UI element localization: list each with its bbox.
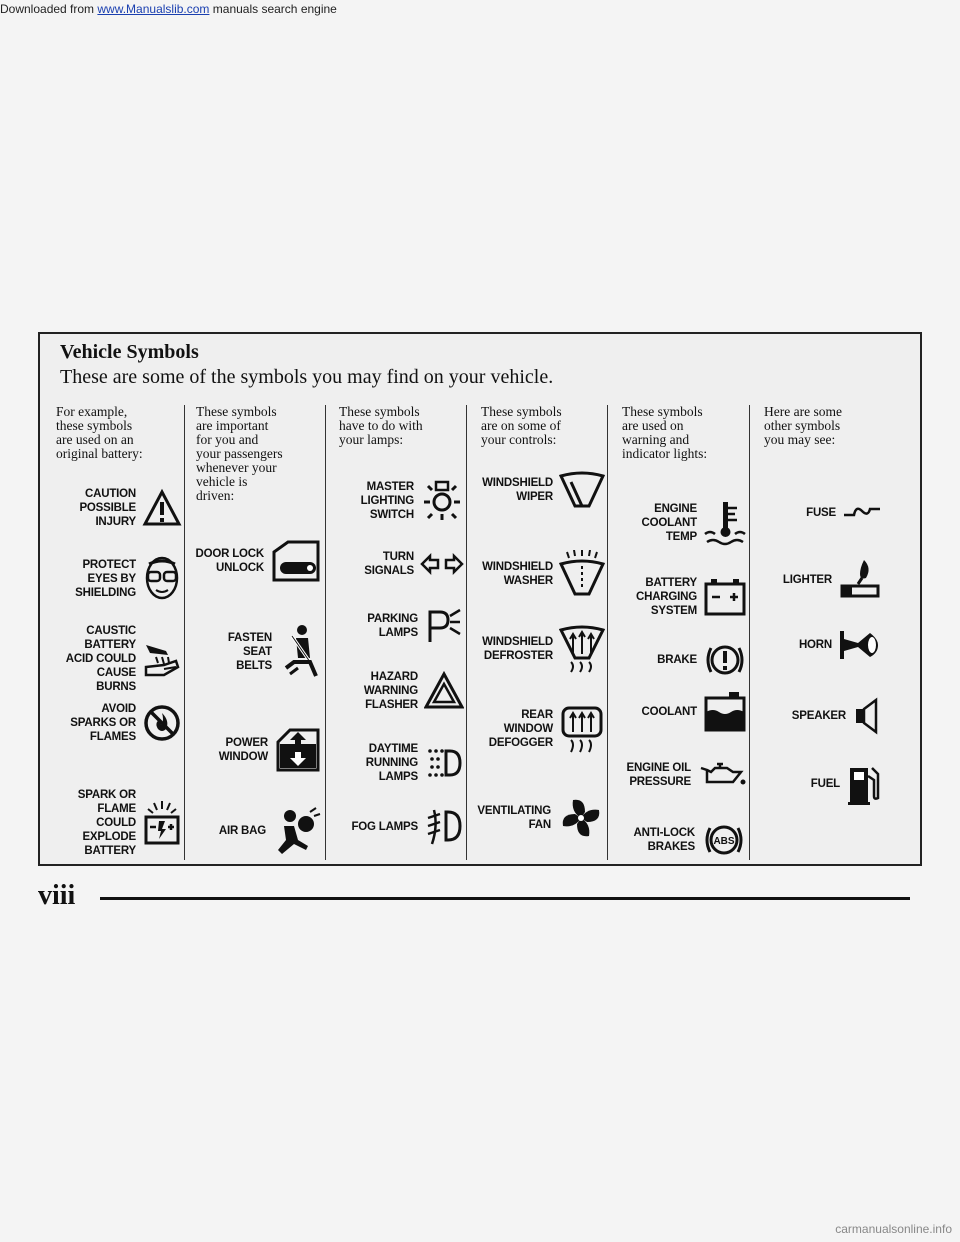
column-warning-lights: [622, 405, 760, 860]
symbol-master-lighting: [327, 478, 464, 524]
speaker-icon: [852, 696, 882, 736]
svg-text:ABS: ABS: [713, 836, 735, 847]
symbol-label: AVOID SPARKS OR FLAMES: [70, 703, 136, 743]
symbol-label: FUEL: [810, 778, 840, 790]
lighter-icon: [838, 558, 882, 602]
brake-icon: [703, 638, 747, 682]
column-intro: These symbols have to do with your lamps:: [339, 404, 423, 447]
symbol-air-bag: [186, 806, 322, 856]
symbol-fog-lamps: [327, 804, 464, 850]
column-intro: For example, these symbols are used on an original battery:: [56, 404, 143, 461]
symbol-battery-explode: [40, 788, 182, 858]
symbol-anti-lock-brakes: [610, 818, 747, 862]
seat-belt-icon: [278, 622, 322, 682]
symbol-label: CAUTION POSSIBLE INJURY: [79, 488, 136, 528]
symbol-label: DAYTIME RUNNING LAMPS: [365, 743, 418, 783]
symbol-label: HORN: [798, 639, 832, 651]
symbol-oil-pressure: [610, 760, 747, 790]
battery-icon: [703, 577, 747, 617]
fog-lamps-icon: [424, 804, 464, 850]
page-number: viii: [38, 880, 76, 911]
symbol-label: DOOR LOCK UNLOCK: [195, 548, 264, 574]
symbol-fuel: [752, 762, 882, 806]
rear-defogger-icon: [559, 704, 605, 754]
symbol-label: PROTECT EYES BY SHIELDING: [75, 559, 136, 599]
abs-icon: [701, 818, 747, 862]
symbol-label: SPARK OR FLAME COULD EXPLODE BATTERY: [77, 789, 136, 857]
defroster-icon: [559, 624, 605, 674]
symbol-rear-defogger: [468, 704, 605, 754]
acid-hand-icon: [142, 637, 182, 681]
column-intro: Here are some other symbols you may see:: [764, 404, 842, 447]
symbol-defroster: [468, 624, 605, 674]
wiper-icon: [559, 470, 605, 510]
symbol-label: FOG LAMPS: [351, 821, 418, 833]
symbol-coolant-temp: [610, 500, 747, 546]
page-title: Vehicle Symbols: [60, 341, 199, 363]
power-window-icon: [274, 726, 322, 774]
symbol-parking-lamps: [327, 606, 464, 646]
horn-icon: [838, 627, 882, 663]
symbol-label: ANTI-LOCK BRAKES: [633, 827, 695, 853]
symbol-turn-signals: [327, 550, 464, 578]
symbol-label: FASTEN SEAT BELTS: [227, 632, 272, 672]
symbol-label: PARKING LAMPS: [367, 613, 418, 639]
symbol-label: MASTER LIGHTING SWITCH: [360, 481, 414, 521]
column-intro: These symbols are used on warning and indicator lights:: [622, 404, 708, 461]
symbol-power-window: [186, 726, 322, 774]
download-suffix: manuals search engine: [209, 2, 337, 16]
symbol-label: HAZARD WARNING FLASHER: [363, 671, 418, 711]
parking-lamps-icon: [424, 606, 464, 646]
symbol-label: POWER WINDOW: [218, 737, 268, 763]
symbol-protect-eyes: [40, 556, 182, 602]
symbol-label: REAR WINDOW DEFOGGER: [488, 709, 553, 749]
symbol-label: SPEAKER: [791, 710, 846, 722]
coolant-temp-icon: [703, 500, 747, 546]
fan-icon: [557, 794, 605, 842]
symbol-label: WINDSHIELD DEFROSTER: [482, 636, 553, 662]
symbol-label: ENGINE OIL PRESSURE: [626, 762, 691, 788]
symbol-label: AIR BAG: [218, 825, 266, 837]
symbol-hazard: [327, 670, 464, 712]
column-intro: These symbols are on some of your controls:: [481, 404, 562, 447]
battery-explode-icon: [142, 799, 182, 847]
footer-rule: [100, 897, 910, 900]
page-subtitle: These are some of the symbols you may find on your vehicle.: [60, 366, 554, 388]
symbol-daytime-lamps: [327, 742, 464, 784]
warning-triangle-icon: [142, 488, 182, 528]
watermark: carmanualsonline.info: [835, 1222, 952, 1236]
symbol-label: BRAKE: [657, 654, 697, 666]
download-prefix: Downloaded from: [0, 2, 98, 16]
symbol-coolant: [610, 690, 747, 734]
lighting-switch-icon: [420, 478, 464, 524]
symbol-label: WINDSHIELD WIPER: [482, 477, 553, 503]
daytime-lamps-icon: [424, 743, 464, 783]
oil-pressure-icon: [697, 760, 747, 790]
turn-signals-icon: [420, 552, 464, 576]
manualslib-link[interactable]: www.Manualslib.com: [97, 2, 210, 16]
symbol-door-lock: [186, 538, 322, 584]
symbol-label: ENGINE COOLANT TEMP: [641, 503, 697, 543]
symbol-label: LIGHTER: [782, 574, 832, 586]
symbol-label: BATTERY CHARGING SYSTEM: [635, 577, 697, 617]
fuel-icon: [846, 762, 882, 806]
face-goggles-icon: [142, 556, 182, 602]
symbol-wiper: [468, 470, 605, 510]
symbol-speaker: [752, 696, 882, 736]
symbol-caution: [40, 487, 182, 529]
symbol-seat-belt: [186, 622, 322, 682]
symbol-lighter: [752, 558, 882, 602]
symbol-avoid-sparks: [40, 702, 182, 744]
symbol-washer: [468, 550, 605, 598]
symbol-ventilating-fan: [468, 794, 605, 842]
symbol-battery-charging: [610, 576, 747, 618]
download-header: [0, 2, 337, 16]
no-flame-icon: [142, 703, 182, 743]
symbol-label: COOLANT: [641, 706, 697, 718]
hazard-icon: [424, 671, 464, 711]
symbol-horn: [752, 627, 882, 663]
air-bag-icon: [272, 806, 322, 856]
fuse-icon: [842, 503, 882, 523]
symbol-label: CAUSTIC BATTERY ACID COULD CAUSE BURNS: [65, 625, 136, 693]
coolant-icon: [703, 690, 747, 734]
symbol-label: WINDSHIELD WASHER: [482, 561, 553, 587]
symbol-brake: [610, 638, 747, 682]
door-lock-icon: [270, 538, 322, 584]
washer-icon: [559, 550, 605, 598]
symbol-label: TURN SIGNALS: [364, 551, 414, 577]
symbol-fuse: [752, 503, 882, 523]
column-intro: These symbols are important for you and your passengers whenever your vehicle is driven:: [196, 404, 283, 503]
symbol-label: VENTILATING FAN: [477, 805, 551, 831]
symbol-caustic-acid: [40, 624, 182, 694]
symbol-label: FUSE: [806, 507, 836, 519]
